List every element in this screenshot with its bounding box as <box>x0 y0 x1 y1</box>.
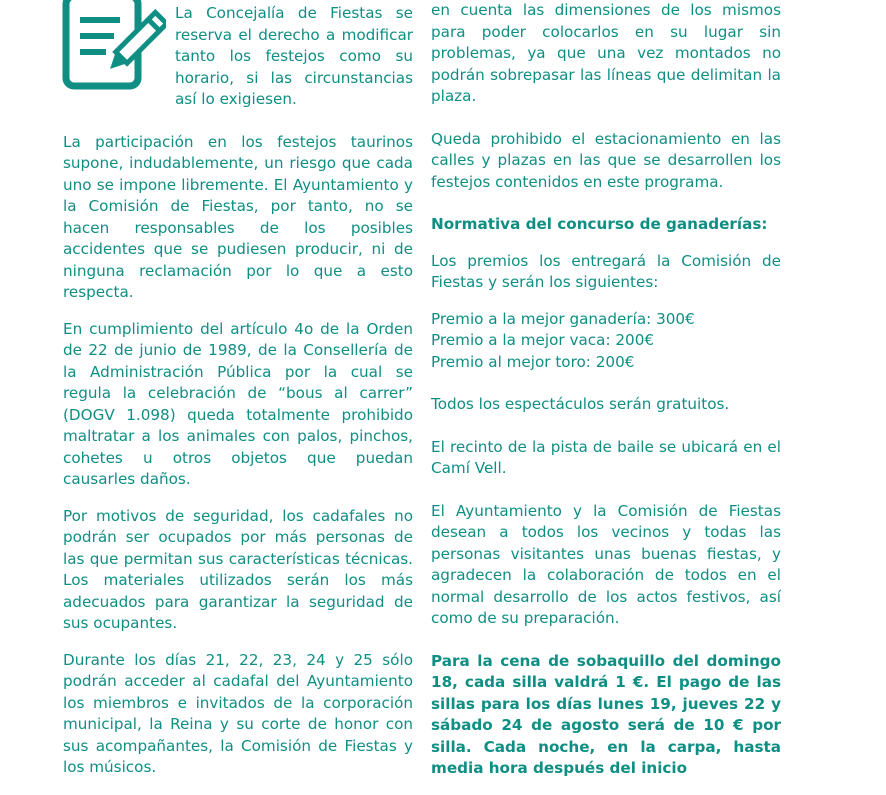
paragraph-cadafales-safety: Por motivos de seguridad, los cadafales no podrán ser ocupados por más personas de las que permitan sus características técnicas. Los materiales utilizados serán los más adecuados para garantizar la seguridad de sus ocupantes. <box>63 506 413 632</box>
paragraph-parking: Queda prohibido el estacionamiento en las calles y plazas en las que se desarrollen los festejos contenidos en este programa. <box>431 129 781 191</box>
paragraph-greetings: El Ayuntamiento y la Comisión de Fiestas desean a todos los vecinos y todas las personas visitantes unas buenas fiestas, y agradecen la colaboración de todos en el normal desarrollo de los actos festivos, así como de su preparación. <box>431 501 781 627</box>
prizes-intro: Los premios los entregará la Comisión de Fiestas y serán los siguientes: <box>431 251 781 291</box>
prize-item: Premio a la mejor ganadería: 300€ <box>431 309 695 328</box>
paragraph-cadafal-access: Durante los días 21, 22, 23, 24 y 25 sólo podrán acceder al cadafal del Ayuntamiento los miembros e invitados de la corporación municipal, la Reina y su corte de honor con sus acompañantes, la Comisión de Fiestas y los músicos. <box>63 650 413 776</box>
right-column <box>431 0 781 795</box>
paragraph-dimensions: en cuenta las dimensiones de los mismos para poder colocarlos en su lugar sin problemas, ya que una vez montados no podrán sobrepasar las líneas que delimitan la plaza. <box>431 1 781 105</box>
prize-item: Premio al mejor toro: 200€ <box>431 352 635 371</box>
intro-paragraph: La Concejalía de Fiestas se reserva el derecho a modificar tanto los festejos como su horario, si las circunstancias así lo exigiesen. <box>175 4 413 108</box>
paragraph-taurine-risk: La participación en los festejos taurinos supone, indudablemente, un riesgo que cada uno se impone libremente. El Ayuntamiento y la Comisión de Fiestas, por tanto, no se hacen responsables de los posibles accidentes que se pudiesen producir, ni de ninguna reclamación por lo que a esto respecta. <box>63 132 413 301</box>
paragraph-animal-protection: En cumplimiento del artículo 4o de la Orden de 22 de junio de 1989, de la Consellería de la Administración Pública por la cual se regula la celebración de “bous al carrer” (DOGV 1.098) queda totalmente prohibido maltratar a los animales con palos, pinchos, cohetes u otros objetos que puedan causarles daños. <box>63 319 413 488</box>
paragraph-chair-prices: Para la cena de sobaquillo del domingo 18, cada silla valdrá 1 €. El pago de las sillas para los días lunes 19, jueves 22 y sábado 24 de agosto será de 10 € por silla. Cada noche, en la carpa, hasta media hora después del inicio <box>431 651 781 777</box>
prize-list <box>431 309 781 374</box>
prize-item: Premio a la mejor vaca: 200€ <box>431 331 655 349</box>
paragraph-free-shows: Todos los espectáculos serán gratuitos. <box>431 395 730 413</box>
paragraph-dance-venue: El recinto de la pista de baile se ubicará en el Camí Vell. <box>431 437 781 477</box>
left-column <box>63 0 413 794</box>
section-heading-ganaderias: Normativa del concurso de ganaderías: <box>431 215 768 233</box>
